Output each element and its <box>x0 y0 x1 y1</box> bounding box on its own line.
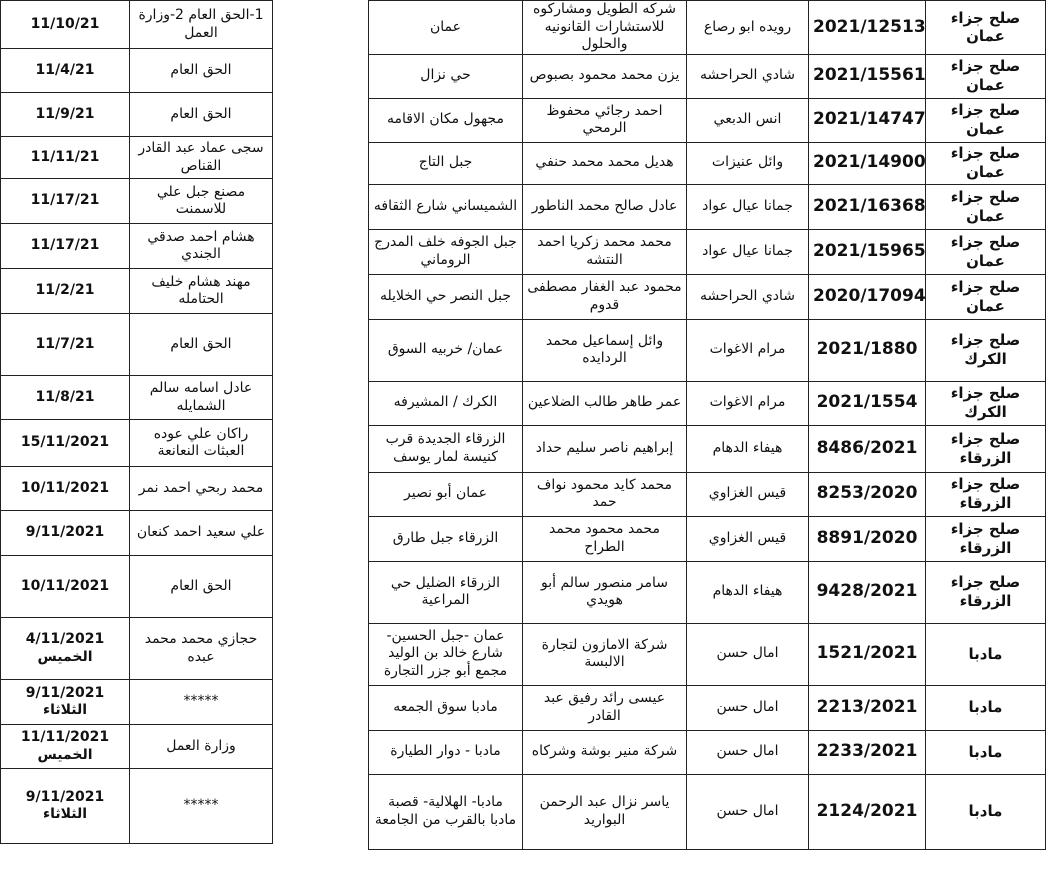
party-row <box>1 49 273 93</box>
judge-cell: امال حسن <box>687 730 809 774</box>
cases-table <box>368 0 1046 850</box>
judge-cell: انس الدبعي <box>687 98 809 142</box>
court-cell: صلح جزاء الكرك <box>926 319 1046 381</box>
case-number-cell: 2021/14900 <box>809 142 926 184</box>
case-row <box>369 184 1046 229</box>
party-row <box>1 376 273 420</box>
address-cell: جبل الجوفه خلف المدرج الروماني <box>369 229 523 274</box>
defendant-cell: محمد محمود محمد الطراح <box>523 516 687 561</box>
case-number-cell: 8253/2020 <box>809 472 926 516</box>
court-cell: صلح جزاء عمان <box>926 274 1046 319</box>
case-number-cell: 2021/15965 <box>809 229 926 274</box>
plaintiff-cell: مهند هشام خليف الحتامله <box>130 269 273 314</box>
court-cell: صلح جزاء عمان <box>926 1 1046 55</box>
party-row <box>1 420 273 467</box>
case-row <box>369 142 1046 184</box>
case-row <box>369 229 1046 274</box>
party-row <box>1 556 273 618</box>
case-number-cell: 2021/1880 <box>809 319 926 381</box>
case-number-cell: 2233/2021 <box>809 730 926 774</box>
court-cell: صلح جزاء عمان <box>926 229 1046 274</box>
defendant-cell: وائل إسماعيل محمد الردايده <box>523 319 687 381</box>
judge-cell: امال حسن <box>687 774 809 849</box>
court-cell: صلح جزاء عمان <box>926 142 1046 184</box>
case-row <box>369 685 1046 730</box>
session-date-cell: 10/11/2021 <box>1 467 130 511</box>
plaintiff-cell: ***** <box>130 680 273 725</box>
judge-cell: شادي الحراحشه <box>687 274 809 319</box>
address-cell: عمان -جبل الحسين- شارع خالد بن الوليد مجمع أبو جزر التجارة <box>369 623 523 685</box>
court-cell: مادبا <box>926 685 1046 730</box>
defendant-cell: شركه الطويل ومشاركوه للاستشارات القانونيه والحلول <box>523 1 687 55</box>
party-row <box>1 725 273 769</box>
court-cell: مادبا <box>926 730 1046 774</box>
judge-cell: مرام الاغوات <box>687 381 809 425</box>
defendant-cell: عيسى رائد رفيق عبد القادر <box>523 685 687 730</box>
session-date-cell: 9/11/2021 <box>1 511 130 556</box>
defendant-cell: هديل محمد محمد حنفي <box>523 142 687 184</box>
judge-cell: مرام الاغوات <box>687 319 809 381</box>
case-number-cell: 2021/15561 <box>809 54 926 98</box>
address-cell: مادبا- الهلالية- قصبة مادبا بالقرب من الجامعة <box>369 774 523 849</box>
case-number-cell: 8891/2020 <box>809 516 926 561</box>
defendant-cell: احمد رجائي محفوظ الرمحي <box>523 98 687 142</box>
case-row <box>369 623 1046 685</box>
judge-cell: قيس الغزاوي <box>687 472 809 516</box>
judge-cell: امال حسن <box>687 685 809 730</box>
defendant-cell: محمود عبد الغفار مصطفى قدوم <box>523 274 687 319</box>
session-date-cell: 11/11/2021 الخميس <box>1 725 130 769</box>
party-row <box>1 1 273 49</box>
case-row <box>369 730 1046 774</box>
judge-cell: شادي الحراحشه <box>687 54 809 98</box>
court-cell: صلح جزاء عمان <box>926 184 1046 229</box>
party-row <box>1 769 273 844</box>
case-number-cell: 2124/2021 <box>809 774 926 849</box>
party-row <box>1 269 273 314</box>
court-cell: صلح جزاء عمان <box>926 98 1046 142</box>
plaintiff-cell: وزارة العمل <box>130 725 273 769</box>
defendant-cell: محمد محمد زكريا احمد النتشه <box>523 229 687 274</box>
case-number-cell: 2021/1554 <box>809 381 926 425</box>
plaintiff-cell: 1-الحق العام 2-وزارة العمل <box>130 1 273 49</box>
address-cell: جبل التاج <box>369 142 523 184</box>
session-date-cell: 11/17/21 <box>1 224 130 269</box>
judge-cell: رويده ابو رصاع <box>687 1 809 55</box>
session-date-cell: 9/11/2021 الثلاثاء <box>1 680 130 725</box>
defendant-cell: يزن محمد محمود بصبوص <box>523 54 687 98</box>
case-row <box>369 381 1046 425</box>
address-cell: الشميساني شارع الثقافه <box>369 184 523 229</box>
party-row <box>1 93 273 137</box>
plaintiff-cell: علي سعيد احمد كنعان <box>130 511 273 556</box>
plaintiff-cell: الحق العام <box>130 49 273 93</box>
address-cell: الزرقاء الجديدة قرب كنيسة لمار يوسف <box>369 425 523 472</box>
plaintiff-cell: راكان علي عوده العبثات النعانعة <box>130 420 273 467</box>
defendant-cell: شركة الامازون لتجارة الالبسة <box>523 623 687 685</box>
address-cell: جبل النصر حي الخلايله <box>369 274 523 319</box>
session-date-cell: 10/11/2021 <box>1 556 130 618</box>
case-number-cell: 2021/12513 <box>809 1 926 55</box>
court-cell: صلح جزاء الزرقاء <box>926 425 1046 472</box>
case-number-cell: 8486/2021 <box>809 425 926 472</box>
plaintiff-cell: الحق العام <box>130 93 273 137</box>
address-cell: حي نزال <box>369 54 523 98</box>
party-row <box>1 179 273 224</box>
address-cell: عمان أبو نصير <box>369 472 523 516</box>
case-row <box>369 54 1046 98</box>
judge-cell: هيفاء الدهام <box>687 561 809 623</box>
session-date-cell: 11/2/21 <box>1 269 130 314</box>
plaintiff-cell: مصنع جبل علي للاسمنت <box>130 179 273 224</box>
parties-dates-table <box>0 0 273 844</box>
session-date-cell: 11/4/21 <box>1 49 130 93</box>
court-cell: مادبا <box>926 774 1046 849</box>
defendant-cell: شركة منير بوشة وشركاه <box>523 730 687 774</box>
defendant-cell: عادل صالح محمد الناطور <box>523 184 687 229</box>
plaintiff-cell: ***** <box>130 769 273 844</box>
session-date-cell: 11/8/21 <box>1 376 130 420</box>
defendant-cell: إبراهيم ناصر سليم حداد <box>523 425 687 472</box>
case-number-cell: 2021/16368 <box>809 184 926 229</box>
address-cell: مجهول مكان الاقامه <box>369 98 523 142</box>
plaintiff-cell: حجازي محمد محمد عبده <box>130 618 273 680</box>
address-cell: عمان <box>369 1 523 55</box>
judge-cell: جمانا عيال عواد <box>687 184 809 229</box>
party-row <box>1 680 273 725</box>
judge-cell: امال حسن <box>687 623 809 685</box>
case-number-cell: 1521/2021 <box>809 623 926 685</box>
party-row <box>1 224 273 269</box>
address-cell: الزرقاء الضليل حي المراعية <box>369 561 523 623</box>
court-cell: صلح جزاء الزرقاء <box>926 561 1046 623</box>
case-row <box>369 319 1046 381</box>
judge-cell: جمانا عيال عواد <box>687 229 809 274</box>
session-date-cell: 15/11/2021 <box>1 420 130 467</box>
case-row <box>369 516 1046 561</box>
session-date-cell: 11/11/21 <box>1 137 130 179</box>
court-cell: صلح جزاء الكرك <box>926 381 1046 425</box>
case-row <box>369 561 1046 623</box>
case-row <box>369 274 1046 319</box>
plaintiff-cell: محمد ربحي احمد نمر <box>130 467 273 511</box>
plaintiff-cell: الحق العام <box>130 556 273 618</box>
party-row <box>1 511 273 556</box>
defendant-cell: عمر طاهر طالب الضلاعين <box>523 381 687 425</box>
party-row <box>1 467 273 511</box>
address-cell: عمان/ خربيه السوق <box>369 319 523 381</box>
address-cell: مادبا سوق الجمعه <box>369 685 523 730</box>
session-date-cell: 11/17/21 <box>1 179 130 224</box>
case-row <box>369 425 1046 472</box>
plaintiff-cell: عادل اسامه سالم الشمايله <box>130 376 273 420</box>
session-date-cell: 11/10/21 <box>1 1 130 49</box>
session-date-cell: 4/11/2021 الخميس <box>1 618 130 680</box>
judge-cell: هيفاء الدهام <box>687 425 809 472</box>
party-row <box>1 314 273 376</box>
case-row <box>369 98 1046 142</box>
judge-cell: قيس الغزاوي <box>687 516 809 561</box>
defendant-cell: سامر منصور سالم أبو هويدي <box>523 561 687 623</box>
court-cell: صلح جزاء الزرقاء <box>926 472 1046 516</box>
address-cell: الكرك / المشيرفه <box>369 381 523 425</box>
judge-cell: وائل عنيزات <box>687 142 809 184</box>
party-row <box>1 137 273 179</box>
party-row <box>1 618 273 680</box>
defendant-cell: محمد كايد محمود نواف حمد <box>523 472 687 516</box>
case-row <box>369 472 1046 516</box>
case-number-cell: 2021/14747 <box>809 98 926 142</box>
address-cell: مادبا - دوار الطيارة <box>369 730 523 774</box>
court-cell: صلح جزاء الزرقاء <box>926 516 1046 561</box>
plaintiff-cell: الحق العام <box>130 314 273 376</box>
session-date-cell: 9/11/2021 الثلاثاء <box>1 769 130 844</box>
plaintiff-cell: هشام احمد صدقي الجندي <box>130 224 273 269</box>
case-row <box>369 774 1046 849</box>
address-cell: الزرقاء جبل طارق <box>369 516 523 561</box>
session-date-cell: 11/7/21 <box>1 314 130 376</box>
case-number-cell: 2020/17094 <box>809 274 926 319</box>
defendant-cell: ياسر نزال عبد الرحمن البواريد <box>523 774 687 849</box>
case-number-cell: 2213/2021 <box>809 685 926 730</box>
plaintiff-cell: سجى عماد عبد القادر القناص <box>130 137 273 179</box>
case-row <box>369 1 1046 55</box>
court-cell: مادبا <box>926 623 1046 685</box>
case-number-cell: 9428/2021 <box>809 561 926 623</box>
session-date-cell: 11/9/21 <box>1 93 130 137</box>
court-cell: صلح جزاء عمان <box>926 54 1046 98</box>
